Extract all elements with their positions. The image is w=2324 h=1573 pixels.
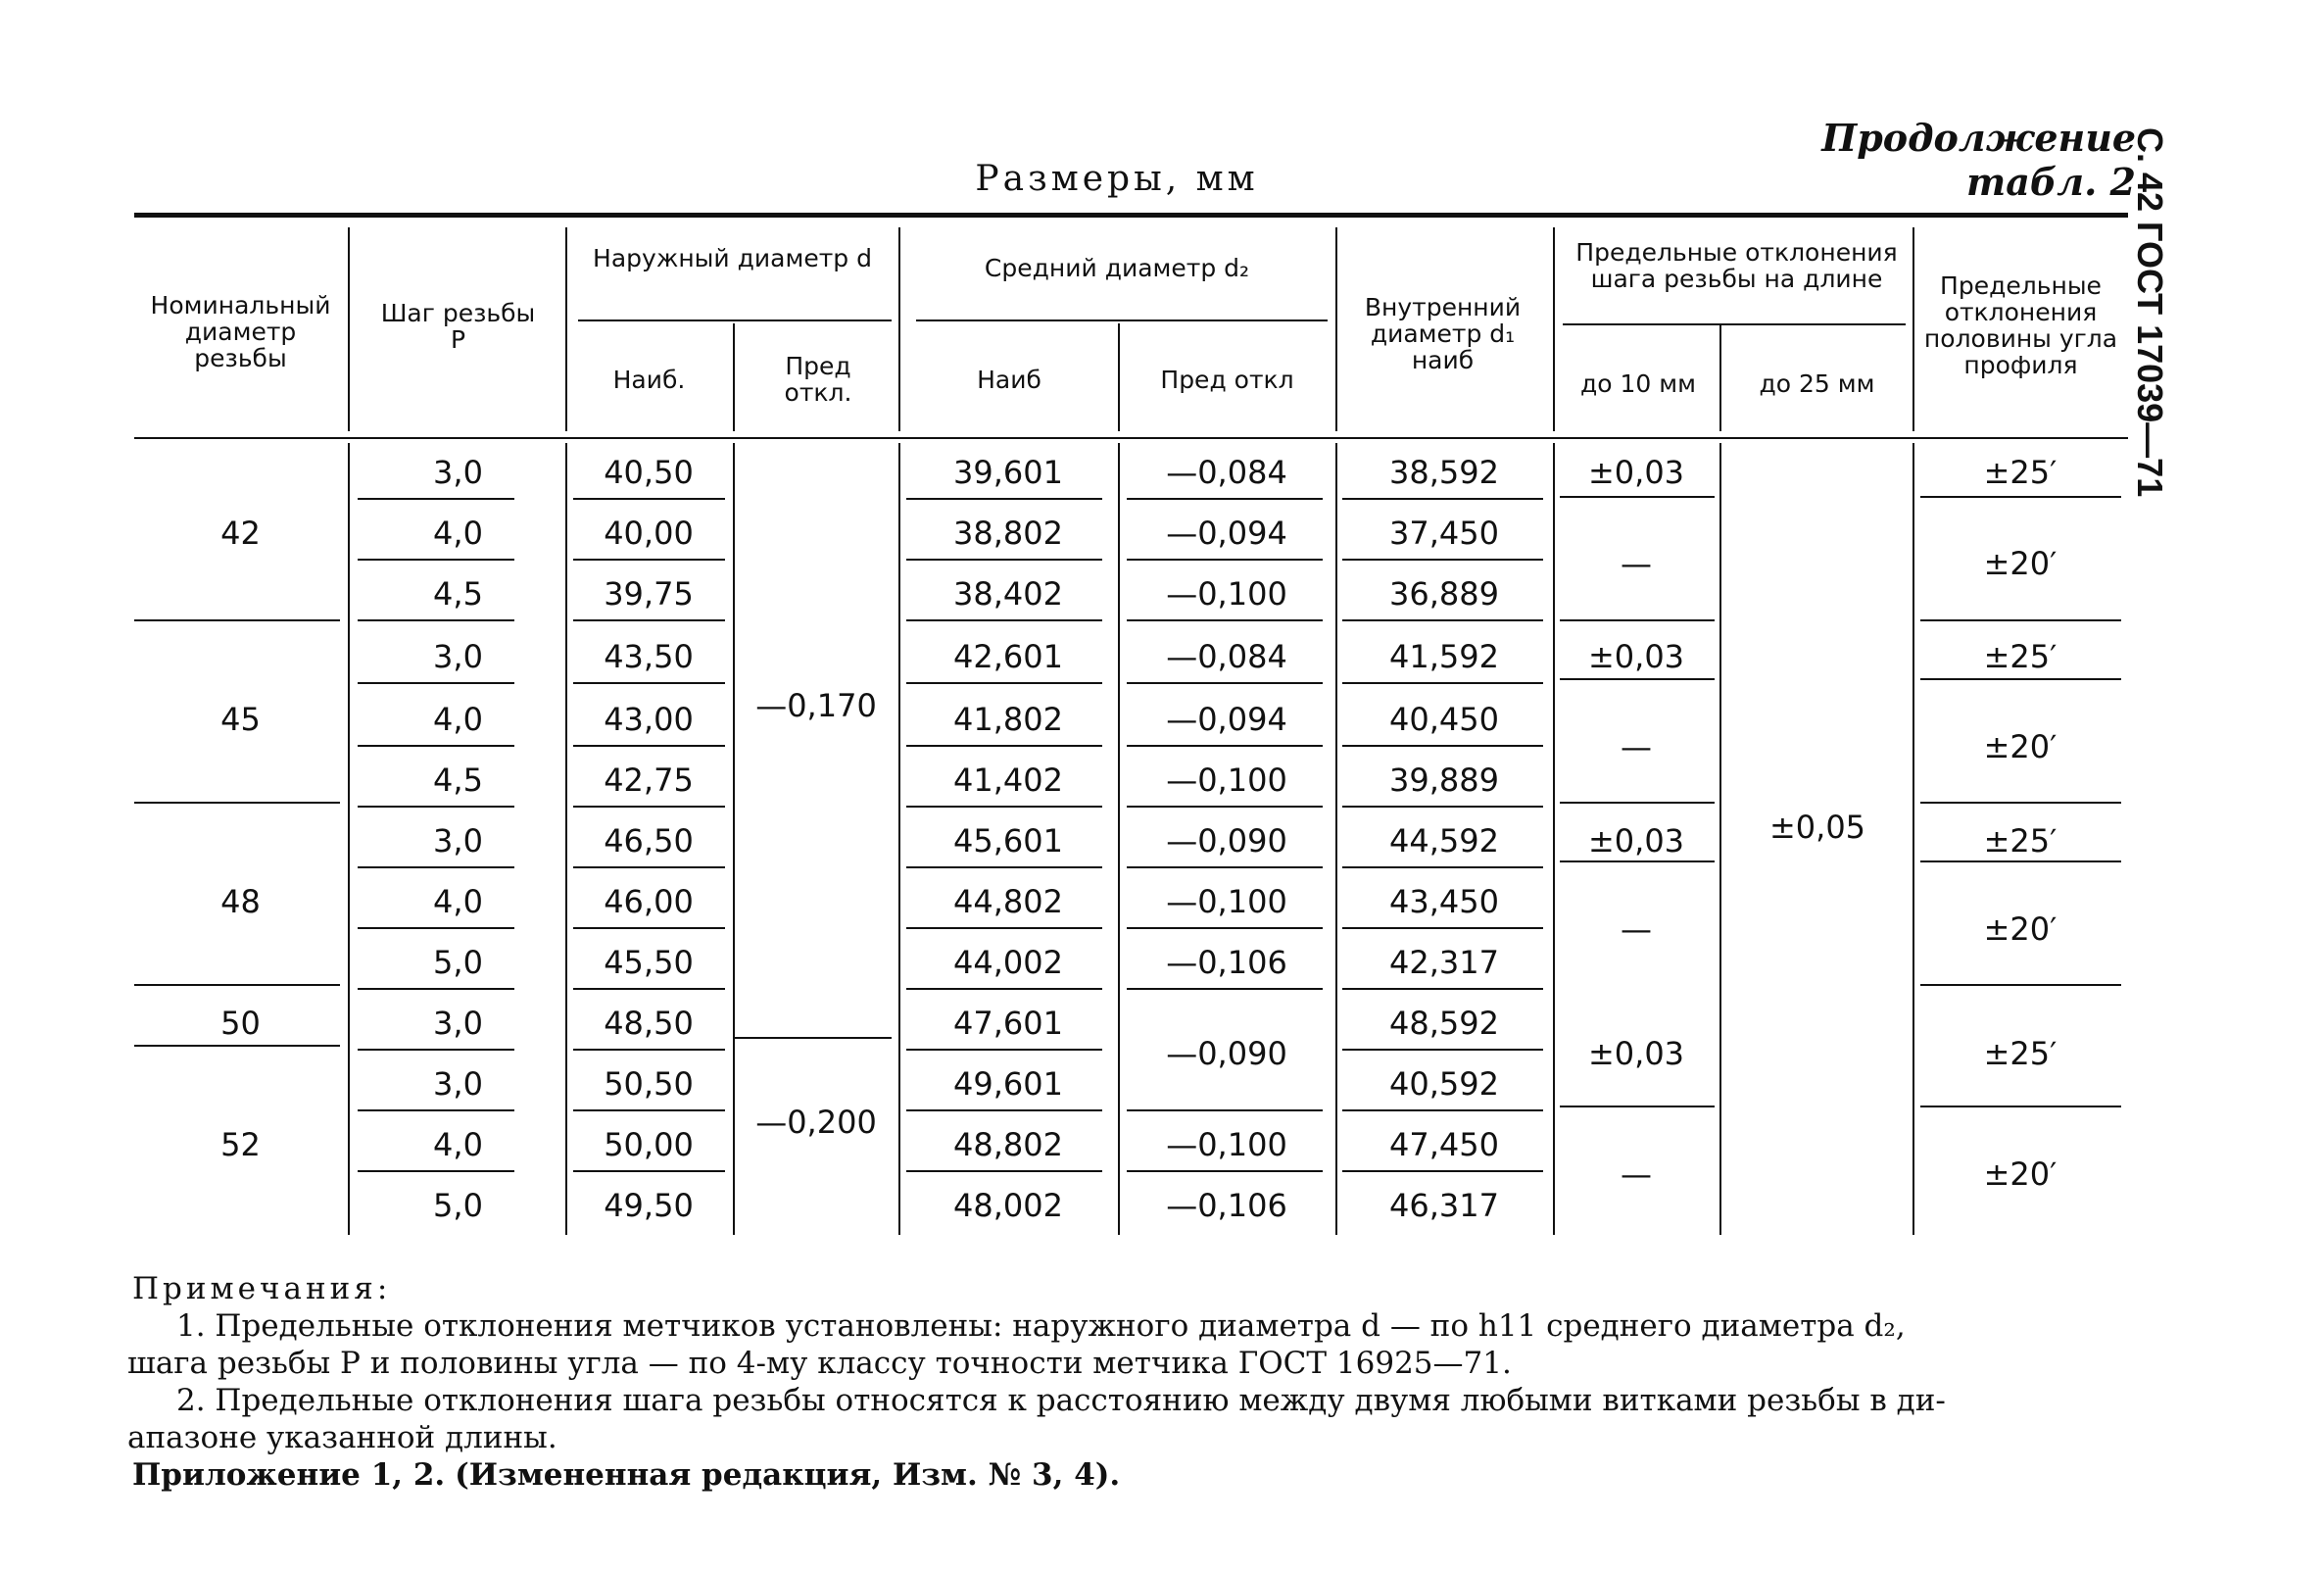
mid-max-cell: 38,402 bbox=[953, 575, 1063, 613]
row-rule bbox=[906, 745, 1102, 747]
mid-max-cell: 48,002 bbox=[953, 1187, 1063, 1224]
col-divider bbox=[898, 227, 900, 431]
table-caption: Размеры, мм bbox=[975, 159, 1259, 199]
pitch-cell: 5,0 bbox=[433, 944, 483, 981]
pitch-cell: 3,0 bbox=[433, 454, 483, 491]
pitch-cell: 4,5 bbox=[433, 575, 483, 613]
row-rule bbox=[1920, 860, 2121, 862]
pitch-cell: 5,0 bbox=[433, 1187, 483, 1224]
header-sub-rule bbox=[578, 320, 892, 321]
mid-deviation-cell: —0,090 bbox=[1166, 822, 1287, 860]
row-rule bbox=[1560, 678, 1715, 680]
row-rule bbox=[1560, 496, 1715, 498]
pitch-cell: 4,5 bbox=[433, 762, 483, 799]
row-rule bbox=[573, 866, 725, 868]
row-rule bbox=[1342, 1049, 1543, 1051]
row-rule bbox=[1127, 745, 1323, 747]
outer-max-cell: 50,00 bbox=[604, 1126, 694, 1163]
inner-max-cell: 38,592 bbox=[1389, 454, 1499, 491]
mid-max-cell: 41,402 bbox=[953, 762, 1063, 799]
inner-max-cell: 48,592 bbox=[1389, 1005, 1499, 1042]
outer-max-cell: 46,50 bbox=[604, 822, 694, 860]
pitch-cell: 3,0 bbox=[433, 638, 483, 675]
angle-deviation-cell: ±25′ bbox=[1983, 638, 2058, 675]
col-divider bbox=[1719, 325, 1721, 431]
col-divider bbox=[348, 443, 350, 1235]
appendix-label: Приложение 1, 2. bbox=[132, 1457, 446, 1493]
angle-deviation-cell: ±25′ bbox=[1983, 1035, 2058, 1072]
row-rule bbox=[906, 1049, 1102, 1051]
outer-max-cell: 40,00 bbox=[604, 515, 694, 552]
row-rule bbox=[573, 927, 725, 929]
row-rule bbox=[1920, 678, 2121, 680]
pitch-dev-25mm-cell: ±0,05 bbox=[1768, 809, 1866, 846]
mid-max-cell: 47,601 bbox=[953, 1005, 1063, 1042]
header-outer-deviation: Пред откл. bbox=[784, 352, 852, 407]
row-rule bbox=[573, 498, 725, 500]
appendix-line bbox=[132, 1456, 2136, 1494]
pitch-cell: 4,0 bbox=[433, 515, 483, 552]
header-sub-rule bbox=[1563, 323, 1906, 325]
row-rule bbox=[358, 559, 514, 561]
col-divider bbox=[565, 443, 567, 1235]
row-rule bbox=[906, 619, 1102, 621]
row-rule bbox=[358, 498, 514, 500]
row-rule bbox=[1127, 806, 1323, 808]
mid-max-cell: 42,601 bbox=[953, 638, 1063, 675]
mid-deviation-cell: —0,100 bbox=[1166, 1126, 1287, 1163]
row-rule bbox=[573, 559, 725, 561]
row-rule bbox=[906, 866, 1102, 868]
row-rule bbox=[1342, 927, 1543, 929]
mid-max-cell: 44,802 bbox=[953, 883, 1063, 920]
inner-max-cell: 43,450 bbox=[1389, 883, 1499, 920]
row-rule bbox=[573, 745, 725, 747]
row-rule bbox=[906, 927, 1102, 929]
row-rule bbox=[573, 806, 725, 808]
row-rule bbox=[358, 619, 514, 621]
outer-max-cell: 50,50 bbox=[604, 1065, 694, 1103]
col-divider bbox=[1912, 227, 1914, 431]
header-pitch-dev-25mm: до 25 мм bbox=[1759, 369, 1875, 398]
row-rule bbox=[1342, 619, 1543, 621]
mid-max-cell: 38,802 bbox=[953, 515, 1063, 552]
row-rule bbox=[1342, 866, 1543, 868]
col-divider bbox=[1118, 443, 1120, 1235]
row-rule bbox=[906, 1170, 1102, 1172]
row-rule bbox=[1342, 745, 1543, 747]
inner-max-cell: 42,317 bbox=[1389, 944, 1499, 981]
mid-max-cell: 39,601 bbox=[953, 454, 1063, 491]
inner-max-cell: 40,592 bbox=[1389, 1065, 1499, 1103]
outer-max-cell: 42,75 bbox=[604, 762, 694, 799]
header-mid-deviation: Пред откл bbox=[1160, 366, 1294, 394]
table-top-rule bbox=[134, 213, 2128, 218]
header-outer-diameter: Наружный диаметр d bbox=[593, 244, 872, 272]
mid-deviation-cell: —0,106 bbox=[1166, 944, 1287, 981]
mid-deviation-cell: —0,106 bbox=[1166, 1187, 1287, 1224]
row-rule bbox=[1342, 682, 1543, 684]
header-mid-diameter: Средний диаметр d₂ bbox=[984, 254, 1250, 282]
row-rule bbox=[1127, 559, 1323, 561]
mid-max-cell: 49,601 bbox=[953, 1065, 1063, 1103]
row-rule bbox=[1342, 1170, 1543, 1172]
mid-max-cell: 41,802 bbox=[953, 701, 1063, 738]
row-rule bbox=[1342, 559, 1543, 561]
continuation-label: Продолжение табл. 2 bbox=[1821, 116, 2136, 204]
notes-title: Примечания: bbox=[132, 1271, 392, 1306]
row-rule bbox=[1560, 860, 1715, 862]
row-rule bbox=[906, 806, 1102, 808]
pitch-dev-10mm-cell: — bbox=[1621, 728, 1652, 765]
inner-max-cell: 39,889 bbox=[1389, 762, 1499, 799]
col-divider bbox=[733, 323, 735, 431]
col-divider bbox=[1335, 227, 1337, 431]
row-rule bbox=[358, 682, 514, 684]
row-rule bbox=[573, 1109, 725, 1111]
pitch-cell: 3,0 bbox=[433, 822, 483, 860]
outer-max-cell: 45,50 bbox=[604, 944, 694, 981]
row-rule bbox=[358, 988, 514, 990]
row-rule bbox=[1920, 619, 2121, 621]
row-rule bbox=[1560, 619, 1715, 621]
row-rule bbox=[906, 988, 1102, 990]
pitch-dev-10mm-cell: ±0,03 bbox=[1587, 1035, 1685, 1072]
header-sub-rule bbox=[916, 320, 1328, 321]
row-rule bbox=[1560, 1106, 1715, 1107]
row-rule bbox=[358, 927, 514, 929]
pitch-dev-10mm-cell: — bbox=[1621, 1155, 1652, 1193]
col-divider bbox=[1553, 227, 1555, 431]
notes-block bbox=[127, 1270, 2136, 1494]
col-divider bbox=[1553, 443, 1555, 1235]
pitch-cell: 3,0 bbox=[433, 1005, 483, 1042]
row-rule bbox=[573, 988, 725, 990]
mid-max-cell: 45,601 bbox=[953, 822, 1063, 860]
inner-max-cell: 40,450 bbox=[1389, 701, 1499, 738]
row-rule bbox=[358, 1109, 514, 1111]
angle-deviation-cell: ±20′ bbox=[1983, 545, 2058, 582]
pitch-dev-10mm-cell: — bbox=[1621, 910, 1652, 948]
mid-deviation-cell: —0,100 bbox=[1166, 883, 1287, 920]
col-divider bbox=[1118, 323, 1120, 431]
nominal-diameter-cell: 42 bbox=[220, 515, 261, 552]
pitch-cell: 4,0 bbox=[433, 1126, 483, 1163]
row-rule bbox=[573, 1049, 725, 1051]
row-rule bbox=[134, 984, 340, 986]
outer-max-cell: 49,50 bbox=[604, 1187, 694, 1224]
note-1-line-2: шага резьбы P и половины угла — по 4-му классу точности метчика ГОСТ 16925—71. bbox=[127, 1346, 1512, 1381]
row-rule bbox=[1127, 927, 1323, 929]
nominal-diameter-cell: 52 bbox=[220, 1126, 261, 1163]
header-pitch-dev-10mm: до 10 мм bbox=[1579, 369, 1696, 398]
inner-max-cell: 47,450 bbox=[1389, 1126, 1499, 1163]
inner-max-cell: 46,317 bbox=[1389, 1187, 1499, 1224]
note-2-line-1: 2. Предельные отклонения шага резьбы относятся к расстоянию между двумя любыми витками резьбы в ди- bbox=[176, 1383, 1946, 1418]
row-rule bbox=[906, 498, 1102, 500]
row-rule bbox=[358, 866, 514, 868]
row-rule bbox=[358, 1049, 514, 1051]
row-rule bbox=[134, 619, 340, 621]
mid-deviation-cell: —0,094 bbox=[1166, 701, 1287, 738]
row-rule bbox=[1342, 806, 1543, 808]
pitch-dev-10mm-cell: ±0,03 bbox=[1587, 638, 1685, 675]
header-pitch-deviation: Предельные отклонения шага резьбы на длине bbox=[1575, 238, 1898, 293]
outer-deviation-cell: —0,170 bbox=[755, 687, 877, 724]
pitch-cell: 4,0 bbox=[433, 883, 483, 920]
row-rule bbox=[1920, 802, 2121, 804]
inner-max-cell: 36,889 bbox=[1389, 575, 1499, 613]
row-rule bbox=[1127, 682, 1323, 684]
header-pitch: Шаг резьбы P bbox=[380, 299, 536, 354]
header-bottom-rule bbox=[134, 437, 2128, 439]
mid-deviation-cell: —0,084 bbox=[1166, 638, 1287, 675]
row-rule bbox=[906, 1109, 1102, 1111]
outer-max-cell: 43,00 bbox=[604, 701, 694, 738]
pitch-dev-10mm-cell: ±0,03 bbox=[1587, 822, 1685, 860]
pitch-cell: 3,0 bbox=[433, 1065, 483, 1103]
row-rule bbox=[1127, 498, 1323, 500]
angle-deviation-cell: ±20′ bbox=[1983, 728, 2058, 765]
row-rule bbox=[906, 559, 1102, 561]
mid-deviation-cell: —0,090 bbox=[1166, 1035, 1287, 1072]
header-mid-max: Наиб bbox=[977, 366, 1041, 394]
note-2-line-2: апазоне указанной длины. bbox=[127, 1420, 557, 1455]
row-rule bbox=[358, 806, 514, 808]
mid-deviation-cell: —0,084 bbox=[1166, 454, 1287, 491]
amendment-label: (Измененная редакция, Изм. № 3, 4). bbox=[455, 1457, 1121, 1493]
outer-max-cell: 40,50 bbox=[604, 454, 694, 491]
row-rule bbox=[1920, 496, 2121, 498]
pitch-dev-10mm-cell: — bbox=[1621, 545, 1652, 582]
row-rule bbox=[1127, 619, 1323, 621]
page-side-title: С. 42 ГОСТ 17039—71 bbox=[2130, 127, 2170, 498]
pitch-dev-10mm-cell: ±0,03 bbox=[1587, 454, 1685, 491]
nominal-diameter-cell: 48 bbox=[220, 883, 261, 920]
angle-deviation-cell: ±25′ bbox=[1983, 822, 2058, 860]
nominal-diameter-cell: 45 bbox=[220, 701, 261, 738]
inner-max-cell: 44,592 bbox=[1389, 822, 1499, 860]
inner-max-cell: 41,592 bbox=[1389, 638, 1499, 675]
nominal-diameter-cell: 50 bbox=[220, 1005, 261, 1042]
row-rule bbox=[1127, 1170, 1323, 1172]
row-rule bbox=[1342, 1109, 1543, 1111]
col-divider bbox=[1719, 443, 1721, 1235]
header-nominal: Номинальный диаметр резьбы bbox=[150, 291, 331, 372]
row-rule bbox=[134, 1045, 340, 1047]
outer-max-cell: 48,50 bbox=[604, 1005, 694, 1042]
angle-deviation-cell: ±25′ bbox=[1983, 454, 2058, 491]
header-inner-diameter: Внутренний диаметр d₁ наиб bbox=[1364, 293, 1522, 374]
mid-deviation-cell: —0,100 bbox=[1166, 762, 1287, 799]
mid-max-cell: 48,802 bbox=[953, 1126, 1063, 1163]
col-divider bbox=[1912, 443, 1914, 1235]
row-rule bbox=[1127, 866, 1323, 868]
col-divider bbox=[1335, 443, 1337, 1235]
row-rule bbox=[1560, 802, 1715, 804]
row-rule bbox=[1920, 984, 2121, 986]
mid-deviation-cell: —0,094 bbox=[1166, 515, 1287, 552]
outer-max-cell: 43,50 bbox=[604, 638, 694, 675]
mid-max-cell: 44,002 bbox=[953, 944, 1063, 981]
angle-deviation-cell: ±20′ bbox=[1983, 1155, 2058, 1193]
header-outer-max: Наиб. bbox=[612, 366, 686, 394]
row-rule bbox=[134, 802, 340, 804]
row-rule bbox=[1920, 1106, 2121, 1107]
row-rule bbox=[1342, 988, 1543, 990]
row-rule bbox=[573, 682, 725, 684]
row-rule bbox=[906, 682, 1102, 684]
row-rule bbox=[358, 1170, 514, 1172]
row-rule bbox=[1127, 988, 1323, 990]
row-rule bbox=[358, 745, 514, 747]
header-angle-deviation: Предельные отклонения половины угла профиля bbox=[1923, 271, 2118, 379]
note-1-line-1: 1. Предельные отклонения метчиков установлены: наружного диаметра d — по h11 среднего диаметра d₂, bbox=[176, 1308, 1906, 1344]
outer-deviation-cell: —0,200 bbox=[755, 1104, 877, 1141]
row-rule bbox=[1127, 1109, 1323, 1111]
col-divider bbox=[565, 227, 567, 431]
row-rule bbox=[735, 1037, 892, 1039]
row-rule bbox=[573, 1170, 725, 1172]
pitch-cell: 4,0 bbox=[433, 701, 483, 738]
outer-max-cell: 46,00 bbox=[604, 883, 694, 920]
col-divider bbox=[348, 227, 350, 431]
outer-max-cell: 39,75 bbox=[604, 575, 694, 613]
angle-deviation-cell: ±20′ bbox=[1983, 910, 2058, 948]
row-rule bbox=[573, 619, 725, 621]
inner-max-cell: 37,450 bbox=[1389, 515, 1499, 552]
mid-deviation-cell: —0,100 bbox=[1166, 575, 1287, 613]
row-rule bbox=[1342, 498, 1543, 500]
